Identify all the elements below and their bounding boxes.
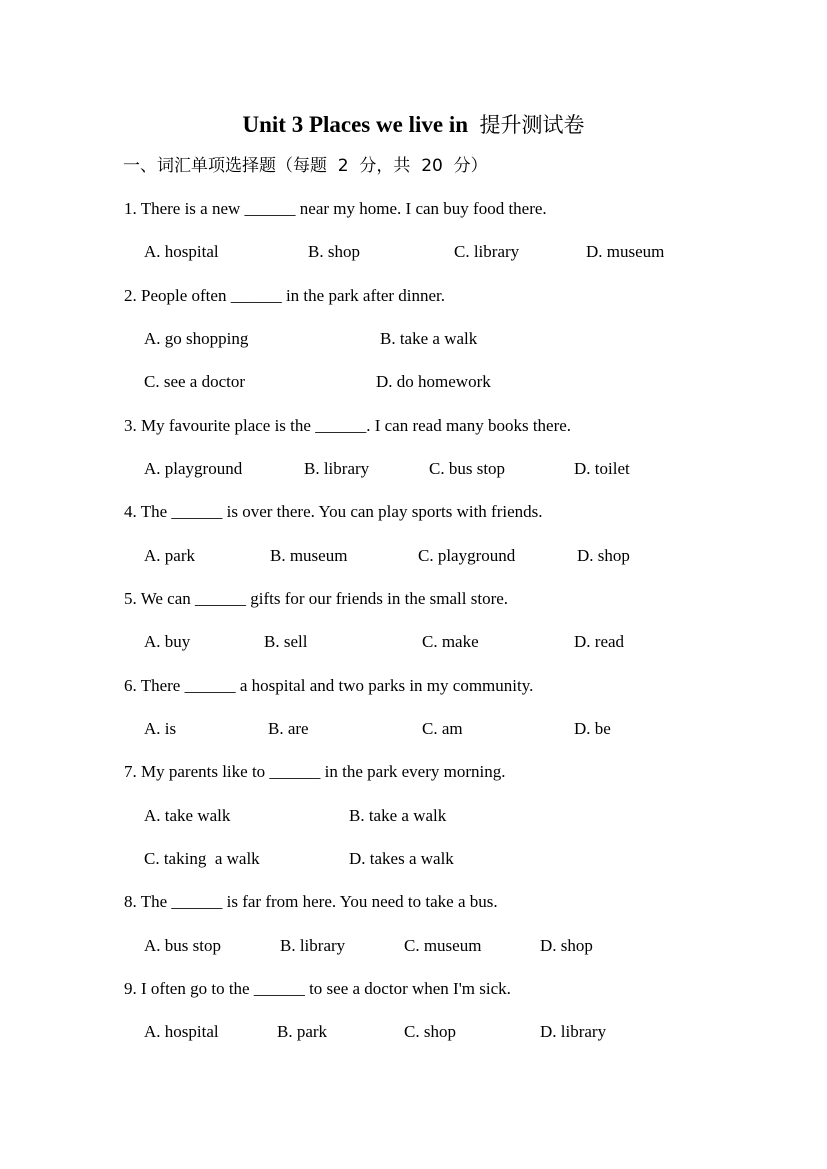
q4-option-d: D. shop [577, 546, 630, 565]
page-title [0, 111, 827, 139]
q1-option-a: A. hospital [144, 242, 219, 261]
q1-option-b: B. shop [308, 242, 360, 261]
q5-option-a: A. buy [144, 632, 191, 651]
q4-option-c: C. playground [418, 546, 516, 565]
q3-option-a: A. playground [144, 459, 243, 478]
q8-option-c: C. museum [404, 936, 482, 955]
question-2: 2. People often ______ in the park after dinner. [124, 286, 446, 305]
q8-option-a: A. bus stop [144, 936, 221, 955]
title-english: Unit 3 Places we live in [242, 112, 468, 137]
q2-option-c: C. see a doctor [144, 372, 246, 391]
q8-option-d: D. shop [540, 936, 593, 955]
q6-option-c: C. am [422, 719, 463, 738]
question-7: 7. My parents like to ______ in the park every morning. [124, 762, 506, 781]
q5-option-c: C. make [422, 632, 479, 651]
q4-option-a: A. park [144, 546, 195, 565]
q7-option-d: D. takes a walk [349, 849, 454, 868]
q3-option-d: D. toilet [574, 459, 630, 478]
q4-option-b: B. museum [270, 546, 348, 565]
question-8: 8. The ______ is far from here. You need to take a bus. [124, 892, 498, 911]
question-4: 4. The ______ is over there. You can play sports with friends. [124, 502, 543, 521]
q6-option-b: B. are [268, 719, 309, 738]
q5-option-d: D. read [574, 632, 625, 651]
q9-option-b: B. park [277, 1022, 328, 1041]
q2-option-a: A. go shopping [144, 329, 249, 348]
q6-option-a: A. is [144, 719, 177, 738]
q6-option-d: D. be [574, 719, 611, 738]
section-heading: 一、词汇单项选择题（每题 2 分，共 20 分） [123, 156, 488, 176]
q7-option-c: C. taking a walk [144, 849, 260, 868]
q9-option-c: C. shop [404, 1022, 456, 1041]
q7-option-a: A. take walk [144, 806, 231, 825]
q2-option-d: D. do homework [376, 372, 491, 391]
q9-option-d: D. library [540, 1022, 607, 1041]
q2-option-b: B. take a walk [380, 329, 478, 348]
q9-option-a: A. hospital [144, 1022, 219, 1041]
question-9: 9. I often go to the ______ to see a doctor when I'm sick. [124, 979, 511, 998]
question-3: 3. My favourite place is the ______. I can read many books there. [124, 416, 572, 435]
q1-option-c: C. library [454, 242, 520, 261]
q8-option-b: B. library [280, 936, 346, 955]
question-1: 1. There is a new ______ near my home. I can buy food there. [124, 199, 547, 218]
question-6: 6. There ______ a hospital and two parks in my community. [124, 676, 534, 695]
title-chinese: 提升测试卷 [479, 113, 585, 137]
q3-option-c: C. bus stop [429, 459, 506, 478]
q5-option-b: B. sell [264, 632, 308, 651]
question-5: 5. We can ______ gifts for our friends in the small store. [124, 589, 509, 608]
q7-option-b: B. take a walk [349, 806, 447, 825]
q1-option-d: D. museum [586, 242, 665, 261]
q3-option-b: B. library [304, 459, 370, 478]
